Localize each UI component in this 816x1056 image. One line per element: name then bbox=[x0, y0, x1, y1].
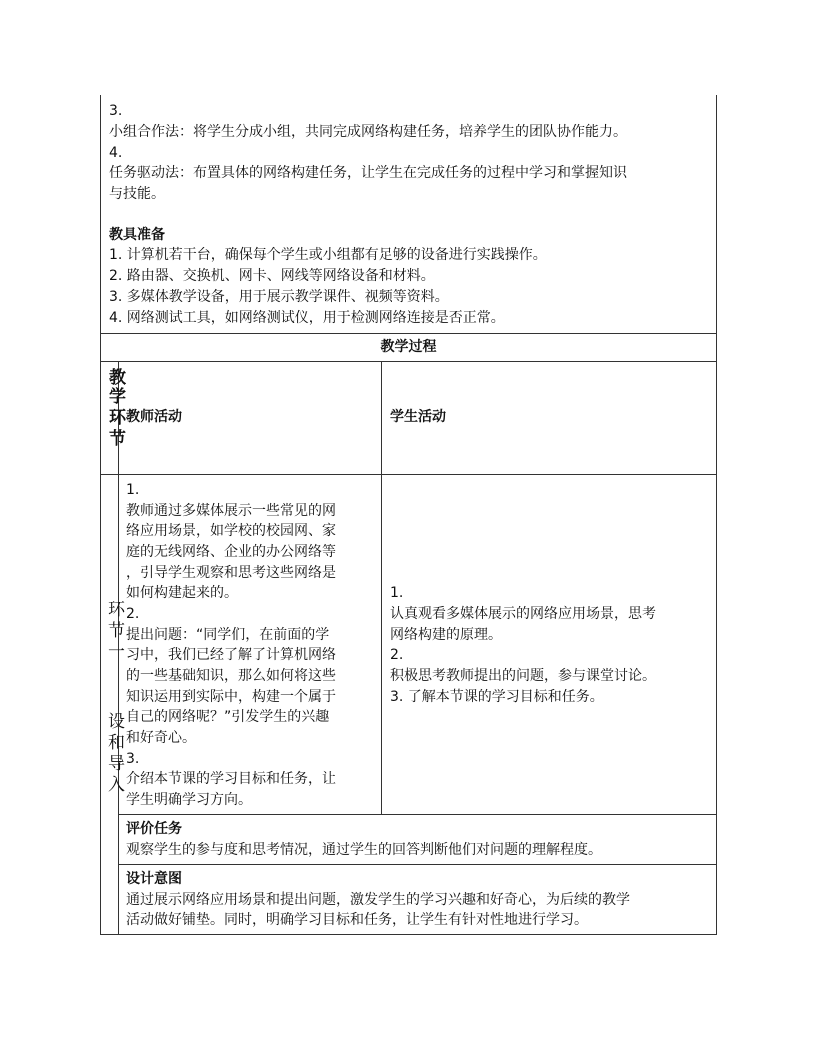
teacher-line: 介绍本节课的学习目标和任务，让 bbox=[126, 771, 336, 787]
stage-header-glyph: 环 bbox=[109, 408, 126, 428]
stage-name-clipped bbox=[101, 475, 125, 934]
row-divider-eval bbox=[118, 814, 717, 815]
teacher-line: 教师通过多媒体展示一些常见的网 bbox=[126, 503, 336, 519]
prep-heading: 教具准备 bbox=[109, 227, 165, 243]
student-line: 1. bbox=[390, 585, 404, 601]
method-4-number: 4. bbox=[109, 145, 123, 161]
row-divider-process-top bbox=[100, 333, 717, 334]
teacher-line: 如何构建起来的。 bbox=[126, 585, 238, 601]
table-right-border bbox=[716, 95, 717, 935]
design-text-line1: 通过展示网络应用场景和提出问题，激发学生的学习兴趣和好奇心，为后续的教学 bbox=[126, 892, 630, 908]
teacher-line: 知识运用到实际中，构建一个属于 bbox=[126, 689, 336, 705]
student-line: 3. 了解本节课的学习目标和任务。 bbox=[390, 689, 604, 705]
teacher-line: 1. bbox=[126, 482, 140, 498]
prep-item: 3. 多媒体教学设备，用于展示教学课件、视频等资料。 bbox=[109, 289, 449, 305]
teacher-line: 庭的无线网络、企业的办公网络等 bbox=[126, 544, 336, 560]
eval-text: 观察学生的参与度和思考情况，通过学生的回答判断他们对问题的理解程度。 bbox=[126, 842, 602, 858]
stage-name-glyph: 设 bbox=[108, 712, 125, 732]
student-line: 积极思考教师提出的问题，参与课堂讨论。 bbox=[390, 668, 656, 684]
prep-item: 2. 路由器、交换机、网卡、网线等网络设备和材料。 bbox=[109, 268, 435, 284]
process-heading: 教学过程 bbox=[380, 339, 437, 355]
student-line: 2. bbox=[390, 647, 404, 663]
student-line: 认真观看多媒体展示的网络应用场景，思考 bbox=[390, 606, 656, 622]
teacher-activity-header: 教师活动 bbox=[126, 409, 182, 425]
teacher-line: 学生明确学习方向。 bbox=[126, 792, 252, 808]
stage-header-glyph: 学 bbox=[109, 387, 126, 407]
method-3-number: 3. bbox=[109, 103, 123, 119]
row-divider-design bbox=[118, 864, 717, 865]
stage-header-glyph: 教 bbox=[109, 368, 126, 388]
stage-name-glyph: 节 bbox=[108, 621, 125, 641]
stage-name-glyph: 和 bbox=[108, 733, 125, 753]
prep-item: 4. 网络测试工具，如网络测试仪，用于检测网络连接是否正常。 bbox=[109, 310, 505, 326]
stage-name-glyph: 导 bbox=[108, 754, 125, 774]
teacher-line: 的一些基础知识，那么如何将这些 bbox=[126, 668, 336, 684]
row-divider-activity-header bbox=[100, 474, 717, 475]
teacher-line: 3. bbox=[126, 751, 140, 767]
teacher-line: ，引导学生观察和思考这些网络是 bbox=[126, 565, 336, 581]
stage-header-glyph: 节 bbox=[109, 429, 126, 449]
teacher-line: 2. bbox=[126, 606, 140, 622]
design-heading: 设计意图 bbox=[126, 871, 182, 887]
teacher-line: 和好奇心。 bbox=[126, 730, 196, 746]
prep-item: 1. 计算机若干台，确保每个学生或小组都有足够的设备进行实践操作。 bbox=[109, 247, 547, 263]
column-divider-activities bbox=[381, 361, 382, 814]
stage-name-glyph: 环 bbox=[108, 600, 125, 620]
stage-name-glyph: 一 bbox=[108, 642, 125, 662]
table-bottom-border bbox=[100, 934, 717, 935]
stage-name-glyph: 入 bbox=[108, 775, 125, 795]
design-text-line2: 活动做好铺垫。同时，明确学习目标和任务，让学生有针对性地进行学习。 bbox=[126, 912, 588, 928]
teacher-line: 习中，我们已经了解了计算机网络 bbox=[126, 647, 336, 663]
student-activity-header: 学生活动 bbox=[390, 409, 446, 425]
row-divider-process-header bbox=[100, 361, 717, 362]
eval-heading: 评价任务 bbox=[126, 821, 182, 837]
method-4-text-line1: 任务驱动法：布置具体的网络构建任务，让学生在完成任务的过程中学习和掌握知识 bbox=[109, 165, 627, 181]
student-line: 网络构建的原理。 bbox=[390, 627, 502, 643]
teacher-line: 自己的网络呢？”引发学生的兴趣 bbox=[126, 709, 330, 725]
method-4-text-line2: 与技能。 bbox=[109, 186, 165, 202]
teacher-line: 提出问题：“同学们，在前面的学 bbox=[126, 627, 330, 643]
stage-header-clipped bbox=[101, 362, 126, 474]
teacher-line: 络应用场景，如学校的校园网、家 bbox=[126, 523, 336, 539]
method-3-text: 小组合作法：将学生分成小组，共同完成网络构建任务，培养学生的团队协作能力。 bbox=[109, 124, 627, 140]
